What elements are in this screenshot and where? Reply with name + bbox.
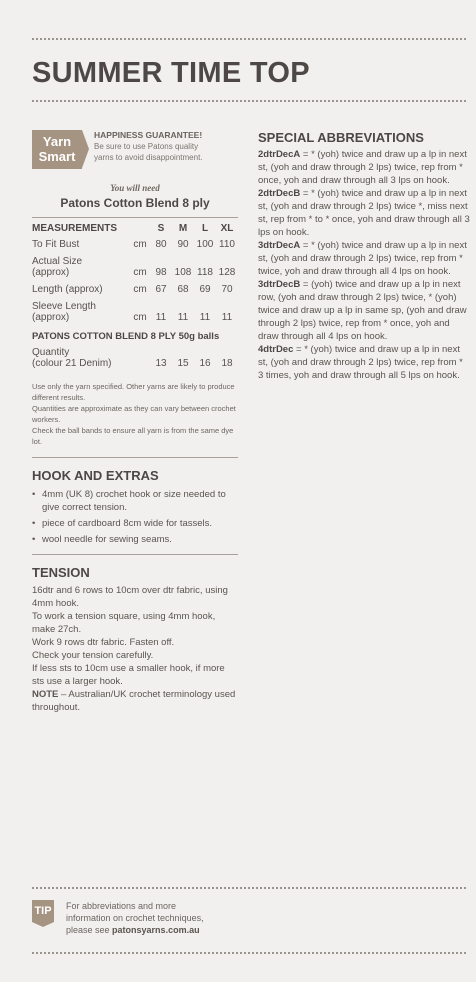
row-value: 15 [177,358,189,369]
yarn-name: Patons Cotton Blend 8 ply [60,196,210,210]
row-value: 110 [219,239,235,250]
right-column [258,130,470,382]
row-label: To Fit Bust [32,239,80,250]
row-value: 67 [155,284,167,295]
hook-section [32,468,238,546]
row-label: Quantity (colour 21 Denim) [32,347,112,369]
table-row [32,256,238,284]
bottom-dotted-rule [32,952,466,954]
tip-box [32,900,204,936]
list-item: • wool needle for sewing seams. [32,533,238,546]
row-value: 11 [155,312,167,323]
row-unit: cm [133,239,147,250]
divider [32,457,238,458]
header-cell: M [178,223,188,234]
happiness-guarantee [94,130,203,163]
guarantee-title: HAPPINESS GUARANTEE! [94,130,203,140]
header-cell: XL [220,223,234,234]
section-title: SPECIAL ABBREVIATIONS [258,130,424,145]
row-value: 11 [199,312,211,323]
row-value: 90 [177,239,189,250]
row-label: Sleeve Length (approx) [32,301,96,323]
quantity-table [32,347,238,375]
balls-title: PATONS COTTON BLEND 8 PLY 50g balls [32,331,220,342]
header-cell [130,223,150,239]
row-value: 11 [221,312,233,323]
note-line: Check the ball bands to ensure all yarn is from the same dye lot. [32,426,234,446]
left-column [32,130,238,714]
abbreviation-item: 3dtrDecB = (yoh) twice and draw up a lp in next row, (yoh and draw through 2 lps) twice, * (yoh) twice and draw up a lp in same sp, (yoh and draw through 2 lps) twice, rep from * once, yoh and draw through all 4 lps on hook. [258,279,467,342]
note-line: Quantities are approximate as they can vary between crochet workers. [32,404,236,424]
note-line: Use only the yarn specified. Other yarns are likely to produce different results. [32,382,235,402]
row-value: 16 [199,358,211,369]
tension-line: Check your tension carefully. [32,650,154,661]
list-item: • 4mm (UK 8) crochet hook or size needed to give correct tension. [32,488,238,514]
measurements-table [32,223,238,329]
row-value: 13 [155,358,167,369]
tip-line: information on crochet techniques, [66,913,204,923]
yarn-smart-badge [32,130,82,169]
row-value: 70 [221,284,233,295]
row-value: 98 [155,267,167,278]
table-row [32,239,238,256]
table-row [32,347,238,375]
header-cell: L [201,223,209,234]
you-will-need: You will need [110,183,160,193]
tension-text [32,584,238,714]
row-label: Actual Size (approx) [32,256,83,278]
row-unit: cm [133,267,147,278]
abbreviation-item: 3dtrDecA = * (yoh) twice and draw up a lp in next st, (yoh and draw through 2 lps) twice, rep from * twice, yoh and draw through all 4 lps on hook. [258,240,467,277]
list-item: • piece of cardboard 8cm wide for tassels. [32,517,238,530]
row-value: 118 [197,267,213,278]
table-row [32,301,238,329]
title-dotted-rule [32,100,466,102]
top-dotted-rule [32,38,466,40]
tip-text [66,900,204,936]
tip-badge: TIP [32,900,54,922]
divider [32,554,238,555]
abbreviation-item: 2dtrDecA = * (yoh) twice and draw up a lp in next st, (yoh and draw through 2 lps) twice, rep from * once, yoh and draw through all 3 lps on hook. [258,149,467,186]
hook-list [32,488,238,546]
row-value: 128 [218,267,236,278]
row-value: 80 [155,239,167,250]
abbreviation-item: 2dtrDecB = * (yoh) twice and draw up a lp in next st, (yoh and draw through 2 lps) twice *, miss next st, rep from * to * once, yoh and draw through all 3 lps on hook. [258,188,470,238]
guarantee-line: Be sure to use Patons quality [94,142,199,151]
tension-line: If less sts to 10cm use a smaller hook, if more sts use a larger hook. [32,663,225,687]
tension-section [32,565,238,714]
row-value: 100 [196,239,214,250]
tip-line: For abbreviations and more [66,901,177,911]
yarn-smart-box [32,130,238,169]
tension-line: 16dtr and 6 rows to 10cm over dtr fabric, using 4mm hook. [32,585,228,609]
row-label: Length (approx) [32,284,103,295]
abbreviation-item: 4dtrDec = * (yoh) twice and draw up a lp in next st, (yoh and draw through 2 lps) twice, rep from * 3 times, yoh and draw through all 5 lps on hook. [258,344,463,381]
row-value: 68 [177,284,189,295]
yarn-notes [32,381,238,447]
abbreviations-list [258,148,470,382]
row-value: 69 [199,284,211,295]
section-title: HOOK AND EXTRAS [32,468,159,483]
yarn-smart-line1: Yarn [42,134,72,149]
header-cell: MEASUREMENTS [32,223,118,234]
footer-dotted-rule [32,887,466,889]
row-unit: cm [133,284,147,295]
row-value: 11 [177,312,189,323]
header-cell: S [157,223,165,234]
measurements-header [32,223,238,239]
guarantee-line: yarns to avoid disappointment. [94,153,203,162]
tension-line: To work a tension square, using 4mm hook, make 27ch. [32,611,216,635]
page-title: SUMMER TIME TOP [32,57,310,89]
divider [32,217,238,218]
yarn-smart-line2: Smart [38,149,76,164]
tip-line: please see patonsyarns.com.au [66,925,200,935]
table-row [32,284,238,301]
row-value: 108 [174,267,192,278]
section-title: TENSION [32,565,90,580]
tip-url[interactable]: patonsyarns.com.au [112,925,200,935]
row-unit: cm [133,312,147,323]
tension-line: Work 9 rows dtr fabric. Fasten off. [32,637,175,648]
row-value: 18 [221,358,233,369]
tension-note: NOTE – Australian/UK crochet terminology used throughout. [32,689,236,713]
